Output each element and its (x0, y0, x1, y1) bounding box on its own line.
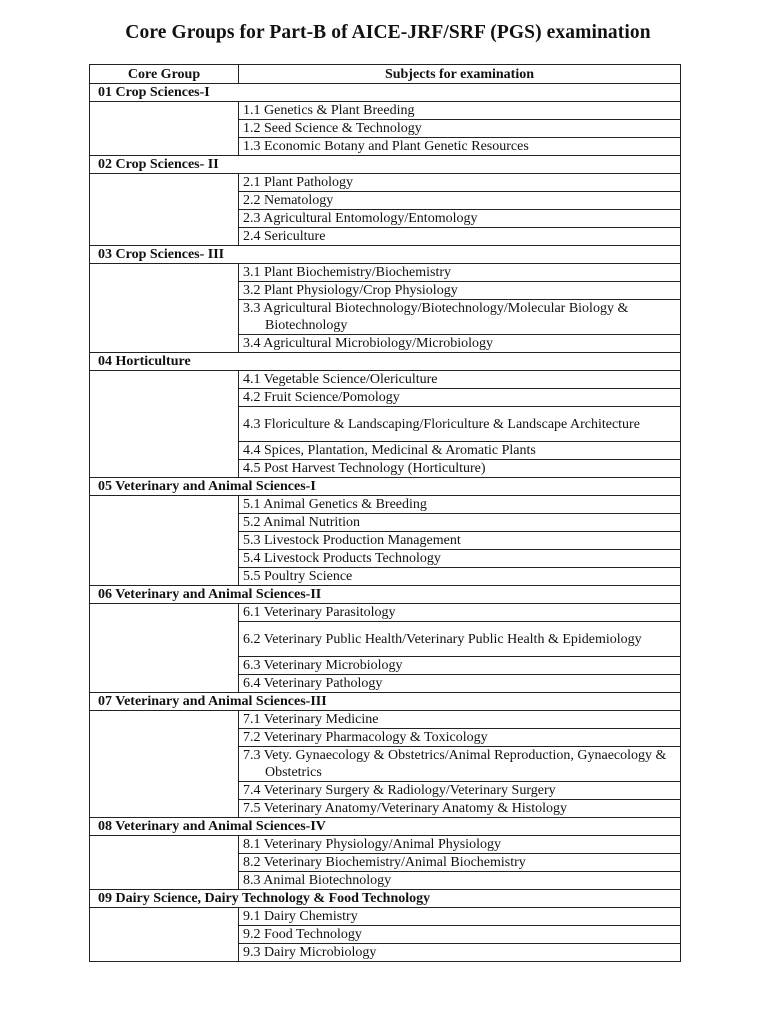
subject-cell (239, 371, 681, 389)
subjects-header: Subjects for examination (239, 65, 681, 84)
subject-label: 2.1 Plant Pathology (243, 175, 354, 190)
subject-label: 5.3 Livestock Production Management (243, 533, 461, 548)
subject-label: 4.5 Post Harvest Technology (Horticulture) (243, 461, 486, 476)
subject-label: 2.4 Sericulture (243, 229, 326, 244)
subject-cell (239, 228, 681, 246)
group-row (90, 818, 681, 836)
group-spacer-cell (90, 836, 239, 890)
subject-label: 7.1 Veterinary Medicine (243, 712, 379, 727)
subject-label: 3.1 Plant Biochemistry/Biochemistry (243, 265, 452, 280)
subject-label: 7.5 Veterinary Anatomy/Veterinary Anatomy & Histology (243, 801, 568, 816)
subject-row (90, 604, 681, 622)
subject-label: 6.1 Veterinary Parasitology (243, 605, 396, 620)
subject-cell (239, 604, 681, 622)
subject-cell (239, 174, 681, 192)
subject-cell (239, 282, 681, 300)
subject-label: 7.2 Veterinary Pharmacology & Toxicology (243, 730, 488, 745)
subject-cell (239, 389, 681, 407)
subject-label: 5.1 Animal Genetics & Breeding (243, 497, 427, 512)
group-spacer-cell (90, 264, 239, 353)
subject-cell (239, 407, 681, 442)
group-row (90, 246, 681, 264)
group-name: 03 Crop Sciences- III (90, 246, 681, 264)
subject-label: 6.4 Veterinary Pathology (243, 676, 383, 691)
subject-cell (239, 622, 681, 657)
subject-cell (239, 300, 681, 335)
group-spacer-cell (90, 174, 239, 246)
subject-label: 3.2 Plant Physiology/Crop Physiology (243, 283, 458, 298)
subject-cell (239, 568, 681, 586)
group-spacer-cell (90, 908, 239, 962)
subject-row (90, 102, 681, 120)
subject-label: 7.3 Vety. Gynaecology & Obstetrics/Animal Reproduction, Gynaecology & Obstetrics (243, 748, 667, 780)
group-row (90, 693, 681, 711)
subject-cell (239, 729, 681, 747)
subject-cell (239, 120, 681, 138)
group-spacer-cell (90, 371, 239, 478)
subject-cell (239, 550, 681, 568)
core-groups-table (89, 64, 681, 962)
subject-cell (239, 944, 681, 962)
subject-label: 5.4 Livestock Products Technology (243, 551, 441, 566)
group-name: 02 Crop Sciences- II (90, 156, 681, 174)
group-name: 08 Veterinary and Animal Sciences-IV (90, 818, 681, 836)
subject-label: 8.1 Veterinary Physiology/Animal Physiology (243, 837, 501, 852)
subject-label: 9.1 Dairy Chemistry (243, 909, 358, 924)
group-row (90, 156, 681, 174)
page-title: Core Groups for Part-B of AICE-JRF/SRF (PGS) examination (125, 22, 651, 43)
group-name: 06 Veterinary and Animal Sciences-II (90, 586, 681, 604)
subject-cell (239, 210, 681, 228)
group-name: 04 Horticulture (90, 353, 681, 371)
group-name: 05 Veterinary and Animal Sciences-I (90, 478, 681, 496)
subject-label: 3.4 Agricultural Microbiology/Microbiology (243, 336, 494, 351)
table-header-row (90, 65, 681, 84)
subject-label: 8.2 Veterinary Biochemistry/Animal Biochemistry (243, 855, 526, 870)
subject-label: 1.3 Economic Botany and Plant Genetic Resources (243, 139, 529, 154)
subject-cell (239, 675, 681, 693)
group-row (90, 84, 681, 102)
subject-cell (239, 747, 681, 782)
subject-label: 6.2 Veterinary Public Health/Veterinary Public Health & Epidemiology (243, 631, 642, 647)
group-name: 01 Crop Sciences-I (90, 84, 681, 102)
subject-label: 5.5 Poultry Science (243, 569, 353, 584)
subject-cell (239, 711, 681, 729)
subject-row (90, 836, 681, 854)
subject-row (90, 496, 681, 514)
subject-label: 8.3 Animal Biotechnology (243, 873, 392, 888)
subject-cell (239, 854, 681, 872)
subject-row (90, 908, 681, 926)
subject-cell (239, 496, 681, 514)
subject-label: 4.1 Vegetable Science/Olericulture (243, 372, 438, 387)
subject-label: 1.1 Genetics & Plant Breeding (243, 103, 415, 118)
subject-cell (239, 138, 681, 156)
subject-cell (239, 514, 681, 532)
group-row (90, 478, 681, 496)
core-group-header: Core Group (90, 65, 239, 84)
subject-label: 2.2 Nematology (243, 193, 334, 208)
subject-cell (239, 800, 681, 818)
subject-cell (239, 908, 681, 926)
subject-cell (239, 657, 681, 675)
group-row (90, 353, 681, 371)
group-row (90, 890, 681, 908)
group-name: 09 Dairy Science, Dairy Technology & Food Technology (90, 890, 681, 908)
subject-row (90, 711, 681, 729)
subject-label: 4.4 Spices, Plantation, Medicinal & Aromatic Plants (243, 443, 536, 458)
subject-label: 1.2 Seed Science & Technology (243, 121, 422, 136)
subject-row (90, 371, 681, 389)
subject-label: 4.2 Fruit Science/Pomology (243, 390, 400, 405)
subject-label: 6.3 Veterinary Microbiology (243, 658, 403, 673)
group-spacer-cell (90, 604, 239, 693)
group-row (90, 586, 681, 604)
subject-cell (239, 264, 681, 282)
subject-cell (239, 872, 681, 890)
subject-cell (239, 836, 681, 854)
subject-cell (239, 926, 681, 944)
subject-label: 4.3 Floriculture & Landscaping/Floriculture & Landscape Architecture (243, 416, 640, 432)
subject-row (90, 264, 681, 282)
subject-row (90, 174, 681, 192)
group-name: 07 Veterinary and Animal Sciences-III (90, 693, 681, 711)
subject-cell (239, 102, 681, 120)
subject-cell (239, 442, 681, 460)
subject-label: 5.2 Animal Nutrition (243, 515, 361, 530)
subject-cell (239, 782, 681, 800)
group-spacer-cell (90, 496, 239, 586)
subject-cell (239, 335, 681, 353)
group-spacer-cell (90, 711, 239, 818)
subject-label: 9.3 Dairy Microbiology (243, 945, 377, 960)
subject-cell (239, 460, 681, 478)
group-spacer-cell (90, 102, 239, 156)
subject-cell (239, 532, 681, 550)
subject-label: 3.3 Agricultural Biotechnology/Biotechnology/Molecular Biology & Biotechnology (243, 301, 629, 333)
subject-cell (239, 192, 681, 210)
table-body (90, 84, 681, 962)
subject-label: 2.3 Agricultural Entomology/Entomology (243, 211, 478, 226)
subject-label: 7.4 Veterinary Surgery & Radiology/Veterinary Surgery (243, 783, 556, 798)
subject-label: 9.2 Food Technology (243, 927, 362, 942)
